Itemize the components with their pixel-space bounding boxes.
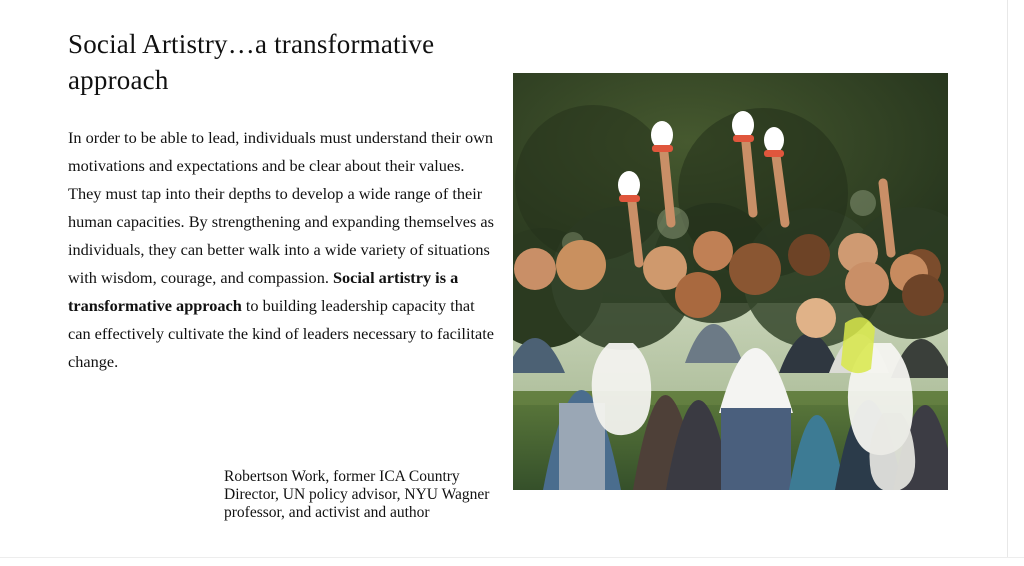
photo-illustration xyxy=(513,73,948,490)
safety-vest xyxy=(841,317,875,373)
body-text-emphasis: Social artistry is a transformative approach xyxy=(68,268,459,316)
attribution-text: Robertson Work, former ICA Country Director, UN policy advisor, NYU Wagner professor, and activist and author xyxy=(224,468,490,521)
body-text-part-one: In order to be able to lead, individuals must understand their own motivations and expectations and be clear about their values. They must tap into their depths to develop a wide range of their human capacities. By strengthening and expanding themselves as individuals, they can better walk into a wide variety of situations with wisdom, courage, and compassion. xyxy=(68,128,494,288)
slide-bottom-margin xyxy=(0,557,1024,566)
body-paragraph xyxy=(68,124,500,376)
group-of-volunteers-photo xyxy=(513,73,948,490)
body-text-part-two: to building leadership capacity that can effectively cultivate the kind of leaders necessary to facilitate change. xyxy=(68,296,494,372)
page-title: Social Artistry…a transformative approach xyxy=(68,29,435,96)
slide-right-margin xyxy=(1007,0,1024,566)
